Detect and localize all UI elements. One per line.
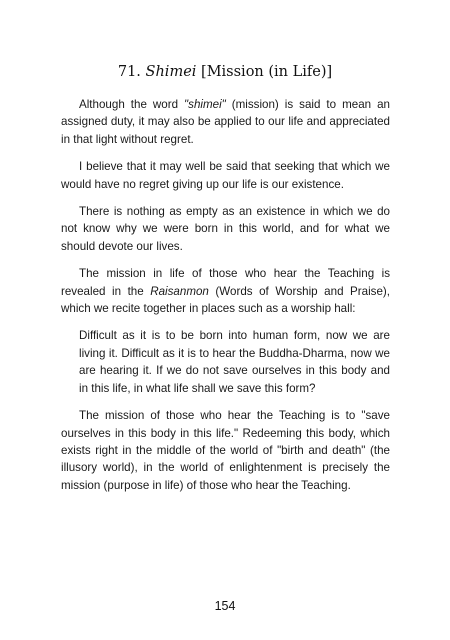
section-heading (0, 64, 450, 80)
paragraph-6: The mission of those who hear the Teaching is to "save ourselves in this body in this life." Redeeming this body, which exists right in the middle of the world of "birth and death" (the illusory world), in the world of enlightenment is precisely the mission (purpose in life) of those who hear the Teaching. (61, 409, 390, 492)
paragraph-3: There is nothing as empty as an existence in which we do not know why we were born in this world, and for what we should devote our lives. (61, 205, 390, 253)
heading-term: Shimei (145, 64, 197, 80)
paragraph-2: I believe that it may well be said that seeking that which we would have no regret giving up our life is our existence. (61, 160, 390, 191)
paragraph-1: Although the word "shimei" (mission) is said to mean an assigned duty, it may also be applied to our life and appreciated in that light without regret. (61, 98, 390, 146)
emphasis-raisanmon: Raisanmon (150, 284, 209, 298)
block-quote: Difficult as it is to be born into human form, now we are living it. Difficult as it is to hear the Buddha-Dharma, now we are hearing it. If we do not save ourselves in this body and in this life, in what life shall we save this form? (79, 329, 390, 395)
body-text (61, 96, 390, 504)
emphasis-shimei: "shimei" (184, 98, 226, 111)
page-number: 154 (214, 599, 236, 613)
heading-translation: [Mission (in Life)] (201, 64, 333, 80)
heading-number: 71. (117, 64, 141, 80)
paragraph-4: The mission in life of those who hear the Teaching is revealed in the Raisanmon (Words of Worship and Praise), which we recite together in places such as a worship hall: (61, 267, 390, 316)
